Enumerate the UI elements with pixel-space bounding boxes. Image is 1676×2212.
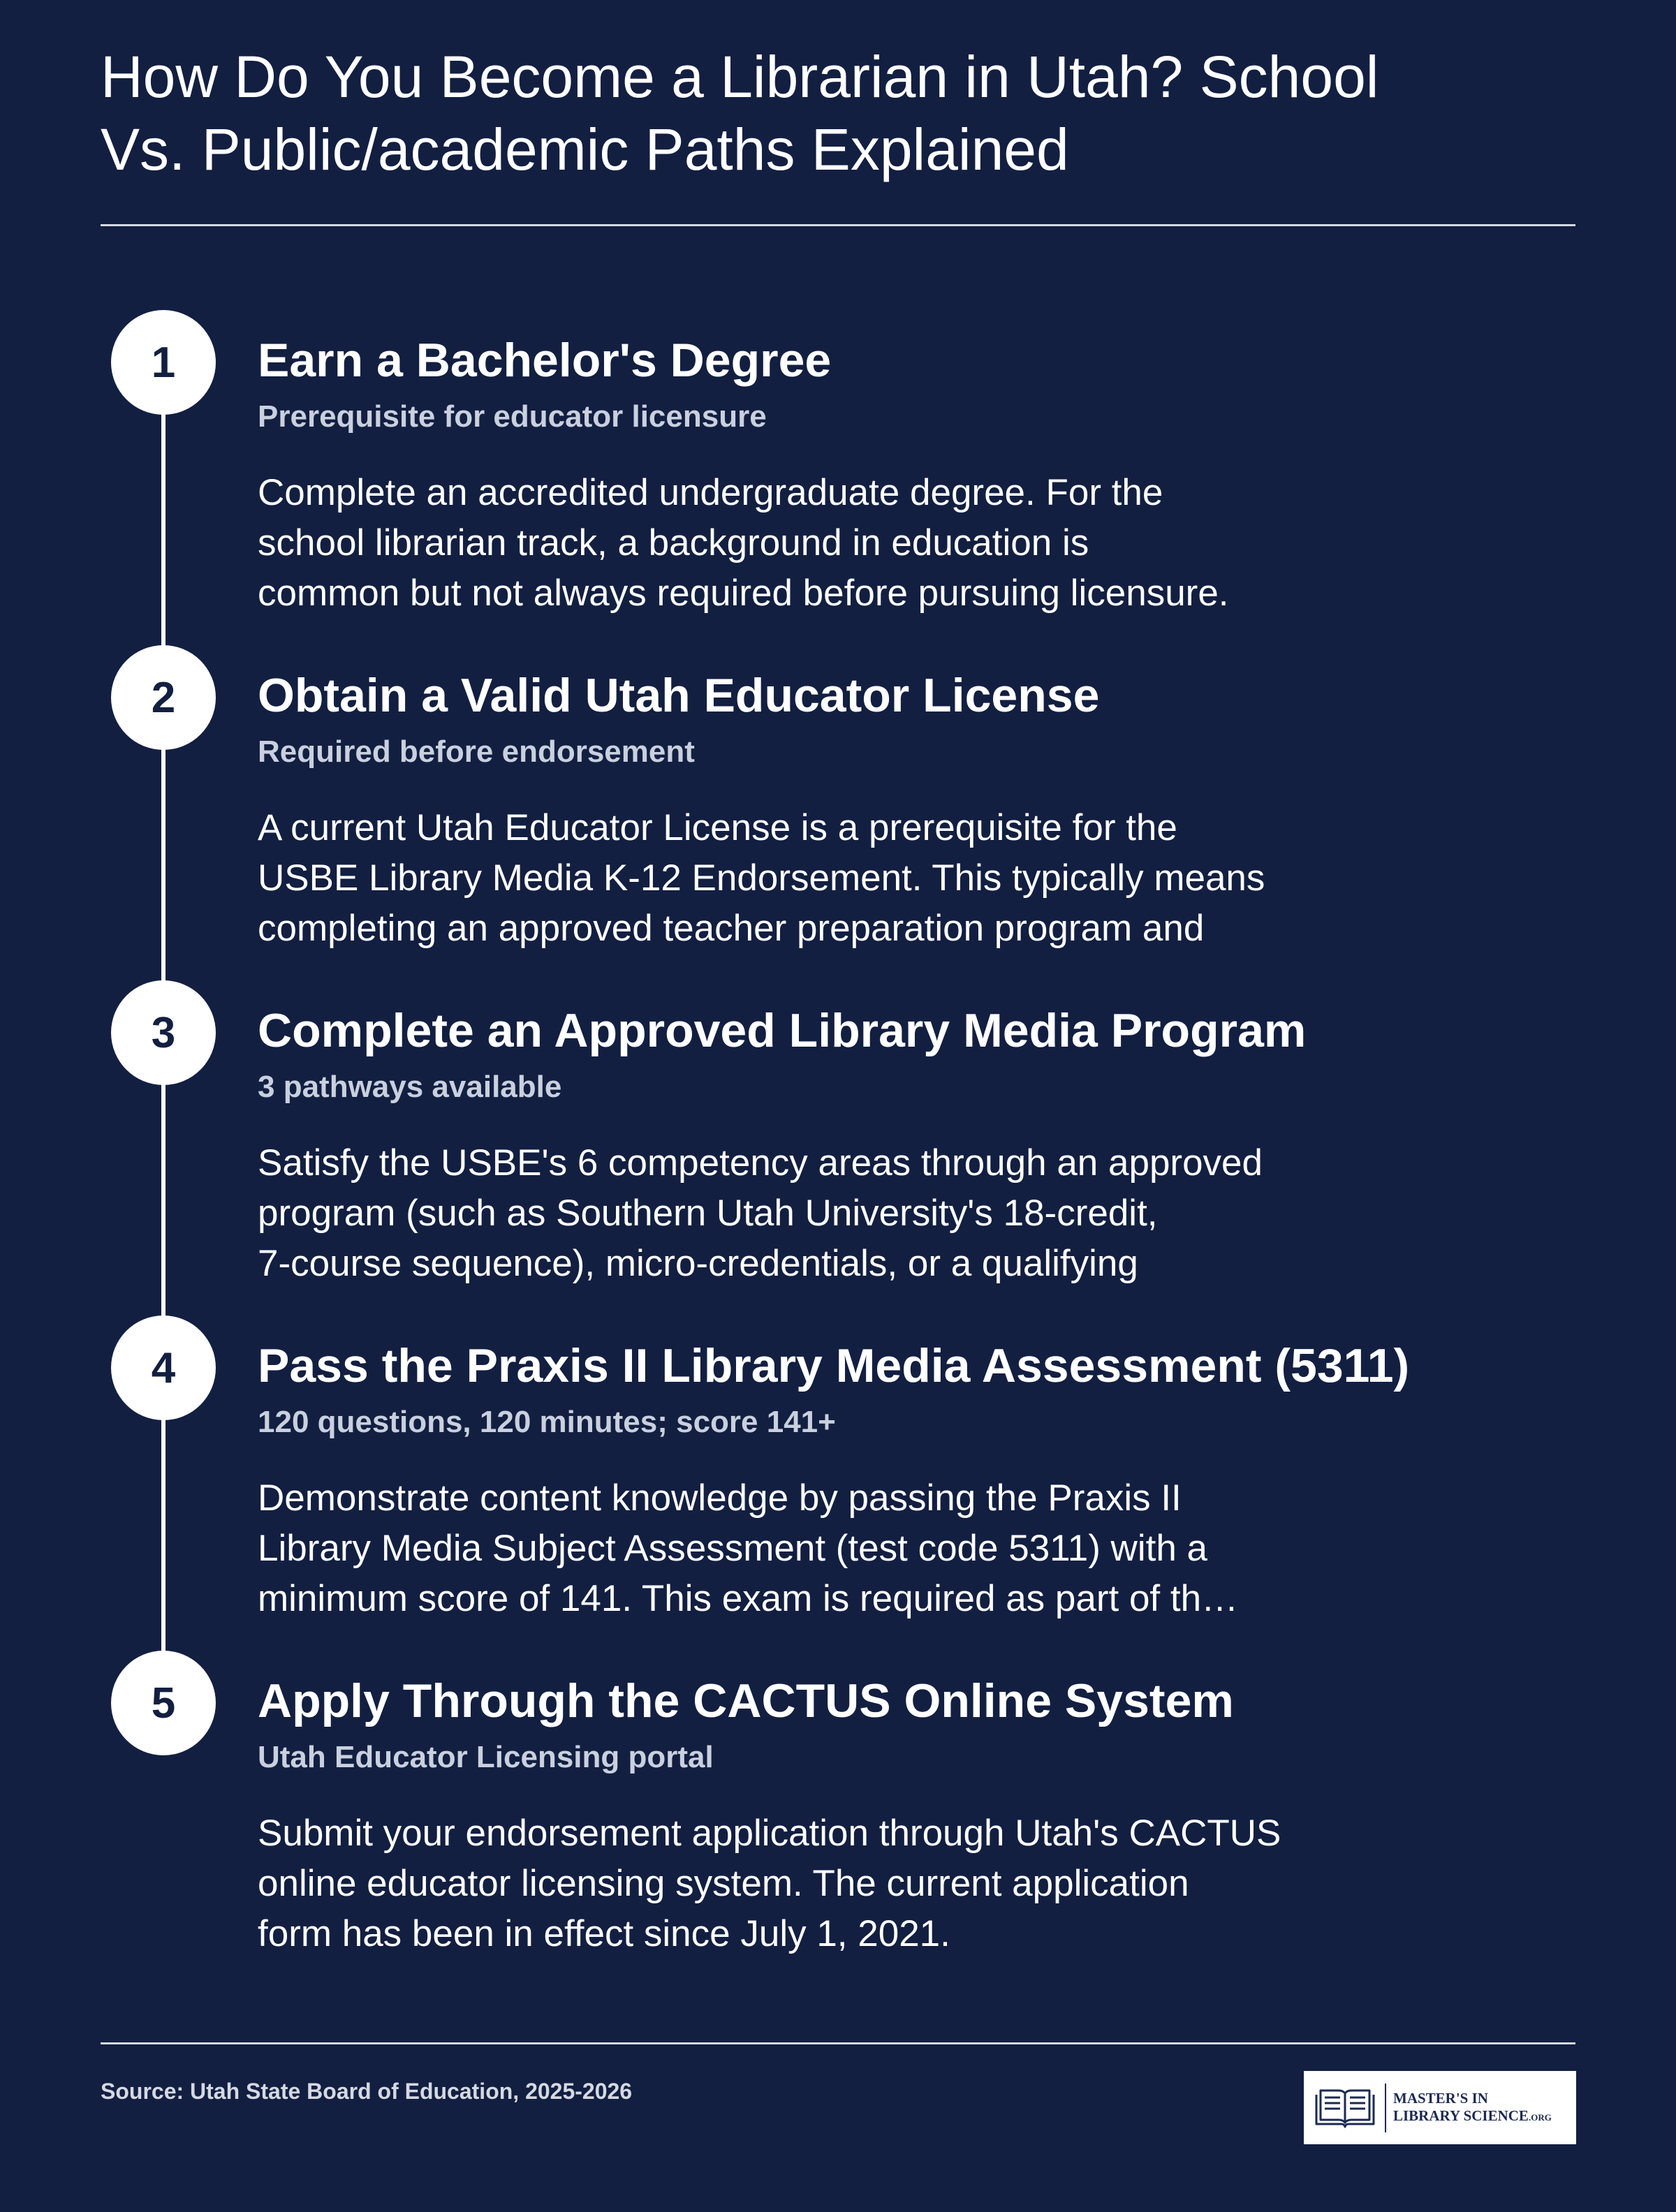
step-title: Complete an Approved Library Media Program [258,1004,1307,1057]
step-subtitle: Utah Educator Licensing portal [258,1740,714,1774]
step-title: Earn a Bachelor's Degree [258,334,832,387]
step-title: Apply Through the CACTUS Online System [258,1674,1234,1727]
description-line: Complete an accredited undergraduate degree. For the [258,472,1163,513]
site-logo [1304,2071,1576,2144]
step-title: Pass the Praxis II Library Media Assessment (5311) [258,1339,1410,1392]
step-subtitle: Prerequisite for educator licensure [258,399,767,434]
description-line: Submit your endorsement application through Utah's CACTUS [258,1813,1281,1854]
description-line: 7-course sequence), micro-credentials, or a qualifying [258,1243,1138,1284]
step-number-badge: 1 [111,310,216,415]
step-title: Obtain a Valid Utah Educator License [258,669,1100,722]
logo-divider [1385,2084,1386,2132]
description-line: online educator licensing system. The current application [258,1863,1189,1904]
step-subtitle: Required before endorsement [258,735,695,769]
title-line-2: Vs. Public/academic Paths Explained [101,117,1069,182]
step-number-badge: 4 [111,1315,216,1420]
description-line: common but not always required before pursuing licensure. [258,573,1229,614]
step-number-badge: 5 [111,1651,216,1755]
step-number-badge: 2 [111,645,216,750]
description-line: form has been in effect since July 1, 2021. [258,1913,950,1954]
description-line: Satisfy the USBE's 6 competency areas through an approved [258,1142,1263,1184]
step-description [258,468,1410,619]
description-line: Library Media Subject Assessment (test code 5311) with a [258,1528,1208,1569]
source-citation: Source: Utah State Board of Education, 2025-2026 [101,2079,633,2104]
step-number-badge: 3 [111,980,216,1085]
step-description [258,1473,1410,1624]
logo-line-1: MASTER'S IN [1393,2089,1488,2107]
page-title [101,40,1462,186]
title-line-1: How Do You Become a Librarian in Utah? School [101,44,1379,110]
step-subtitle: 120 questions, 120 minutes; score 141+ [258,1405,836,1439]
open-book-icon [1311,2085,1379,2131]
top-divider [101,224,1575,226]
description-line: minimum score of 141. This exam is required as part of th… [258,1578,1239,1619]
logo-line-2: LIBRARY SCIENCE [1393,2107,1529,2124]
bottom-divider [101,2042,1575,2044]
description-line: school librarian track, a background in education is [258,522,1089,563]
description-line: USBE Library Media K-12 Endorsement. This typically means [258,857,1265,899]
step-subtitle: 3 pathways available [258,1070,562,1104]
step-description [258,1138,1410,1289]
logo-suffix: .ORG [1528,2111,1552,2123]
description-line: completing an approved teacher preparation program and [258,908,1205,949]
step-description [258,803,1410,954]
description-line: program (such as Southern Utah University's 18-credit, [258,1193,1158,1234]
logo-wordmark [1393,2090,1552,2126]
step-description [258,1808,1410,1959]
description-line: A current Utah Educator License is a prerequisite for the [258,807,1177,848]
description-line: Demonstrate content knowledge by passing the Praxis II [258,1477,1182,1519]
